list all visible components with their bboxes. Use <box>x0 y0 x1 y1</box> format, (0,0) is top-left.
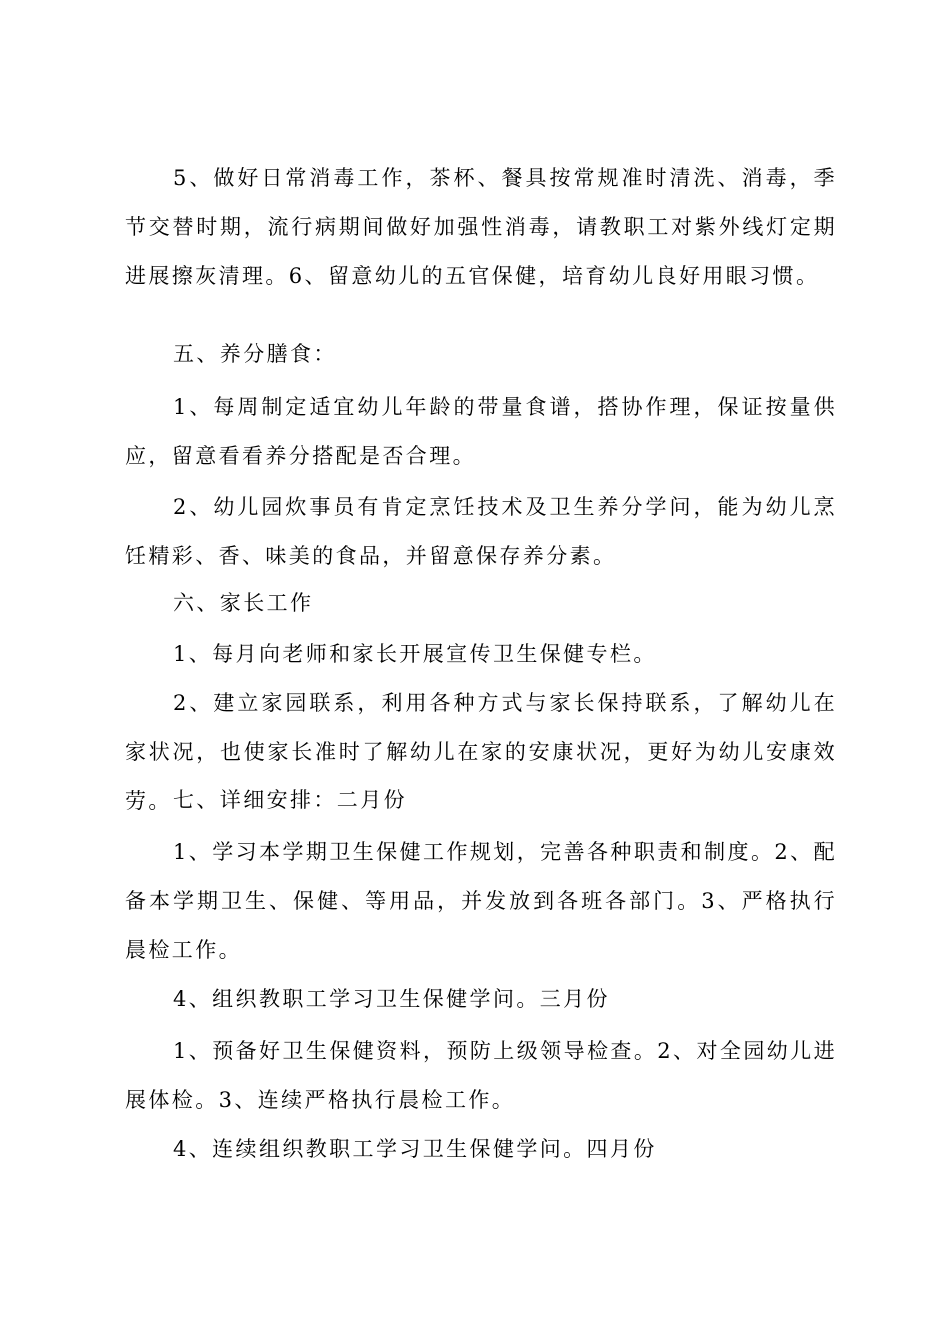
paragraph-daily-disinfection: 5、做好日常消毒工作，茶杯、餐具按常规准时清洗、消毒，季节交替时期，流行病期间做好加强性消毒，请教职工对紫外线灯定期进展擦灰清理。6、留意幼儿的五官保健，培育幼儿良好用眼习惯。 <box>125 166 837 288</box>
paragraph-cook-skills: 2、幼儿园炊事员有肯定烹饪技术及卫生养分学问，能为幼儿烹饪精彩、香、味美的食品，并留意保存养分素。 <box>125 495 837 568</box>
section-heading-parents: 六、家长工作 <box>173 591 314 615</box>
paragraph-home-school-contact: 2、建立家园联系，利用各种方式与家长保持联系，了解幼儿在家状况，也使家长准时了解幼儿在家的安康状况，更好为幼儿安康效劳。 <box>125 691 837 813</box>
paragraph-march-item-4: 4、连续组织教职工学习卫生保健学问。四月份 <box>173 1137 657 1161</box>
paragraph-weekly-menu: 1、每周制定适宜幼儿年龄的带量食谱，搭协作理，保证按量供应，留意看看养分搭配是否合理。 <box>125 395 837 468</box>
section-heading-nutrition: 五、养分膳食： <box>173 342 337 366</box>
paragraph-march-items: 1、预备好卫生保健资料，预防上级领导检查。2、对全园幼儿进展体检。3、连续严格执行晨检工作。 <box>125 1039 837 1112</box>
paragraph-monthly-column: 1、每月向老师和家长开展宣传卫生保健专栏。 <box>173 642 657 666</box>
paragraph-february-items: 1、学习本学期卫生保健工作规划，完善各种职责和制度。2、配备本学期卫生、保健、等用品，并发放到各班各部门。3、严格执行晨检工作。 <box>125 840 837 962</box>
section-heading-schedule: 七、详细安排：二月份 <box>173 788 407 812</box>
paragraph-february-item-4: 4、组织教职工学习卫生保健学问。三月份 <box>173 987 610 1011</box>
